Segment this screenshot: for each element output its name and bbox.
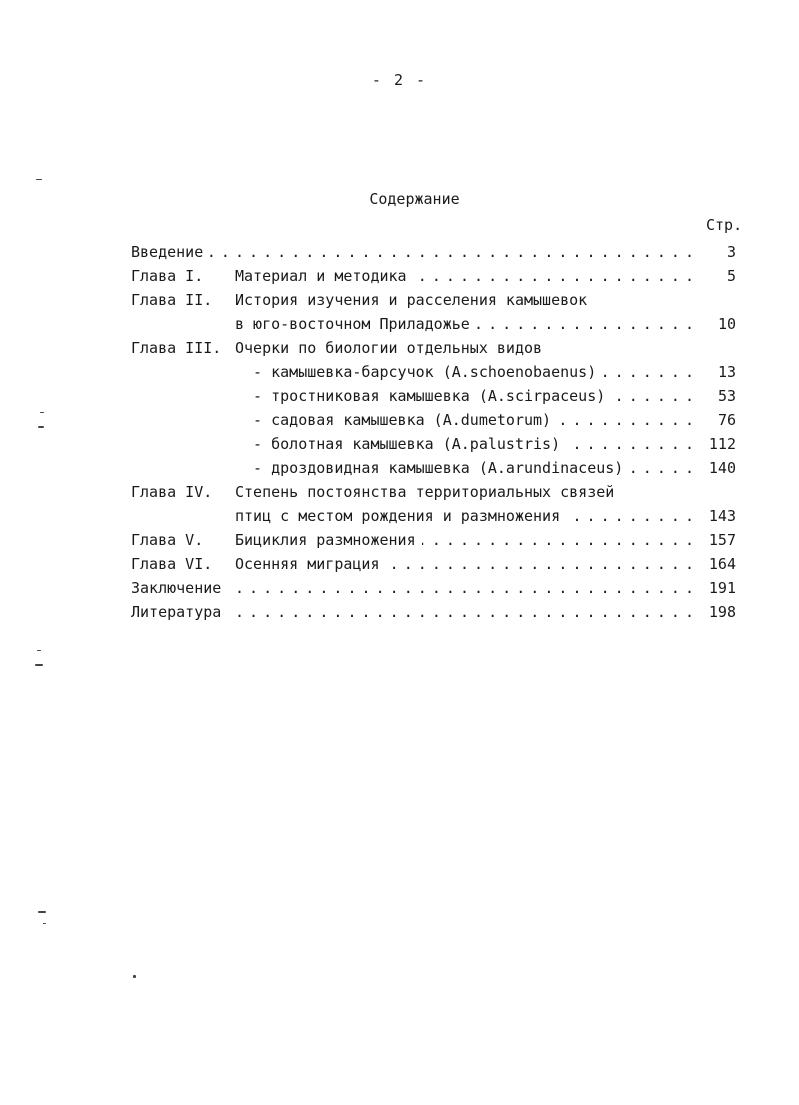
- toc-entry-page: 5: [726, 267, 736, 285]
- toc-entry-chapter-6: [131, 552, 736, 576]
- toc-entry-page: 191: [708, 579, 736, 597]
- toc-entry-page: 3: [726, 243, 736, 261]
- toc-dot-leader: [386, 552, 693, 576]
- toc-entry-text: Степень постоянства территориальных связей: [235, 483, 615, 501]
- toc-entry-text: - камышевка-барсучок (A.schoenobaenus): [235, 363, 597, 381]
- toc-entry-label: Глава VI.: [131, 555, 213, 573]
- scan-speck: [36, 179, 42, 180]
- scan-speck: [35, 664, 43, 666]
- scan-speck: [38, 911, 46, 913]
- toc-subentry: [131, 456, 736, 480]
- scan-speck: [43, 923, 46, 924]
- toc-entry-introduction: [131, 240, 736, 264]
- toc-entry-text: птиц с местом рождения и размножения: [235, 507, 561, 525]
- toc-entry-page: 10: [717, 315, 736, 333]
- toc-entry-chapter-1: [131, 264, 736, 288]
- scan-speck: [38, 426, 44, 428]
- toc-dot-leader: [476, 312, 692, 336]
- toc-entry-page: 13: [717, 363, 736, 381]
- page-column-header: Стр.: [706, 216, 743, 234]
- scan-speck: [40, 412, 44, 413]
- page-number: - 2 -: [371, 71, 428, 89]
- toc-entry-page: 76: [717, 411, 736, 429]
- toc-dot-leader: [227, 576, 692, 600]
- toc-entry-page: 53: [717, 387, 736, 405]
- scan-speck: [37, 650, 41, 651]
- toc-entry-page: 164: [708, 555, 736, 573]
- toc-entry-label: Введение: [131, 243, 204, 261]
- toc-entry-text: - тростниковая камышевка (A.scirpaceus): [235, 387, 606, 405]
- toc-entry-label: Глава I.: [131, 267, 204, 285]
- toc-entry-page: 143: [708, 507, 736, 525]
- toc-entry-text: в юго-восточном Приладожье: [235, 315, 470, 333]
- toc-entry-label: Литература: [131, 603, 222, 621]
- toc-entry-text: История изучения и расселения камышевок: [235, 291, 588, 309]
- toc-entry-text: Бициклия размножения: [235, 531, 416, 549]
- toc-dot-leader: [629, 456, 692, 480]
- toc-entry-page: 140: [708, 459, 736, 477]
- toc-entry-label: Глава III.: [131, 339, 222, 357]
- toc-entry-label: Заключение: [131, 579, 222, 597]
- toc-subentry: [131, 408, 736, 432]
- toc-entry-chapter-4: [131, 480, 736, 504]
- toc-entry-chapter-5: [131, 528, 736, 552]
- toc-entry-label: Глава IV.: [131, 483, 213, 501]
- toc-dot-leader: [413, 264, 692, 288]
- toc-dot-leader: [566, 432, 692, 456]
- toc-entry-label: Глава V.: [131, 531, 204, 549]
- table-of-contents: [131, 240, 736, 624]
- toc-entry-page: 157: [708, 531, 736, 549]
- toc-entry-conclusion: [131, 576, 736, 600]
- toc-entry-text: Материал и методика: [235, 267, 407, 285]
- toc-entry-text: - болотная камышевка (A.palustris): [235, 435, 561, 453]
- toc-dot-leader: [422, 528, 692, 552]
- toc-entry-page: 112: [708, 435, 736, 453]
- toc-entry-text: - садовая камышевка (A.dumetorum): [235, 411, 552, 429]
- toc-dot-leader: [602, 360, 692, 384]
- toc-entry-label: Глава II.: [131, 291, 213, 309]
- toc-entry-literature: [131, 600, 736, 624]
- contents-title: Содержание: [369, 190, 460, 208]
- toc-entry-chapter-2: [131, 288, 736, 312]
- toc-dot-leader: [611, 384, 692, 408]
- toc-dot-leader: [557, 408, 692, 432]
- toc-entry-text: Очерки по биологии отдельных видов: [235, 339, 543, 357]
- toc-subentry: [131, 432, 736, 456]
- toc-dot-leader: [209, 240, 692, 264]
- scan-speck: [133, 975, 136, 978]
- toc-entry-page: 198: [708, 603, 736, 621]
- toc-entry-text: - дроздовидная камышевка (A.arundinaceus): [235, 459, 624, 477]
- toc-entry-chapter-2-cont: [131, 312, 736, 336]
- toc-dot-leader: [227, 600, 692, 624]
- toc-entry-chapter-3: [131, 336, 736, 360]
- toc-subentry: [131, 360, 736, 384]
- toc-subentry: [131, 384, 736, 408]
- toc-dot-leader: [566, 504, 692, 528]
- toc-entry-chapter-4-cont: [131, 504, 736, 528]
- toc-entry-text: Осенняя миграция: [235, 555, 380, 573]
